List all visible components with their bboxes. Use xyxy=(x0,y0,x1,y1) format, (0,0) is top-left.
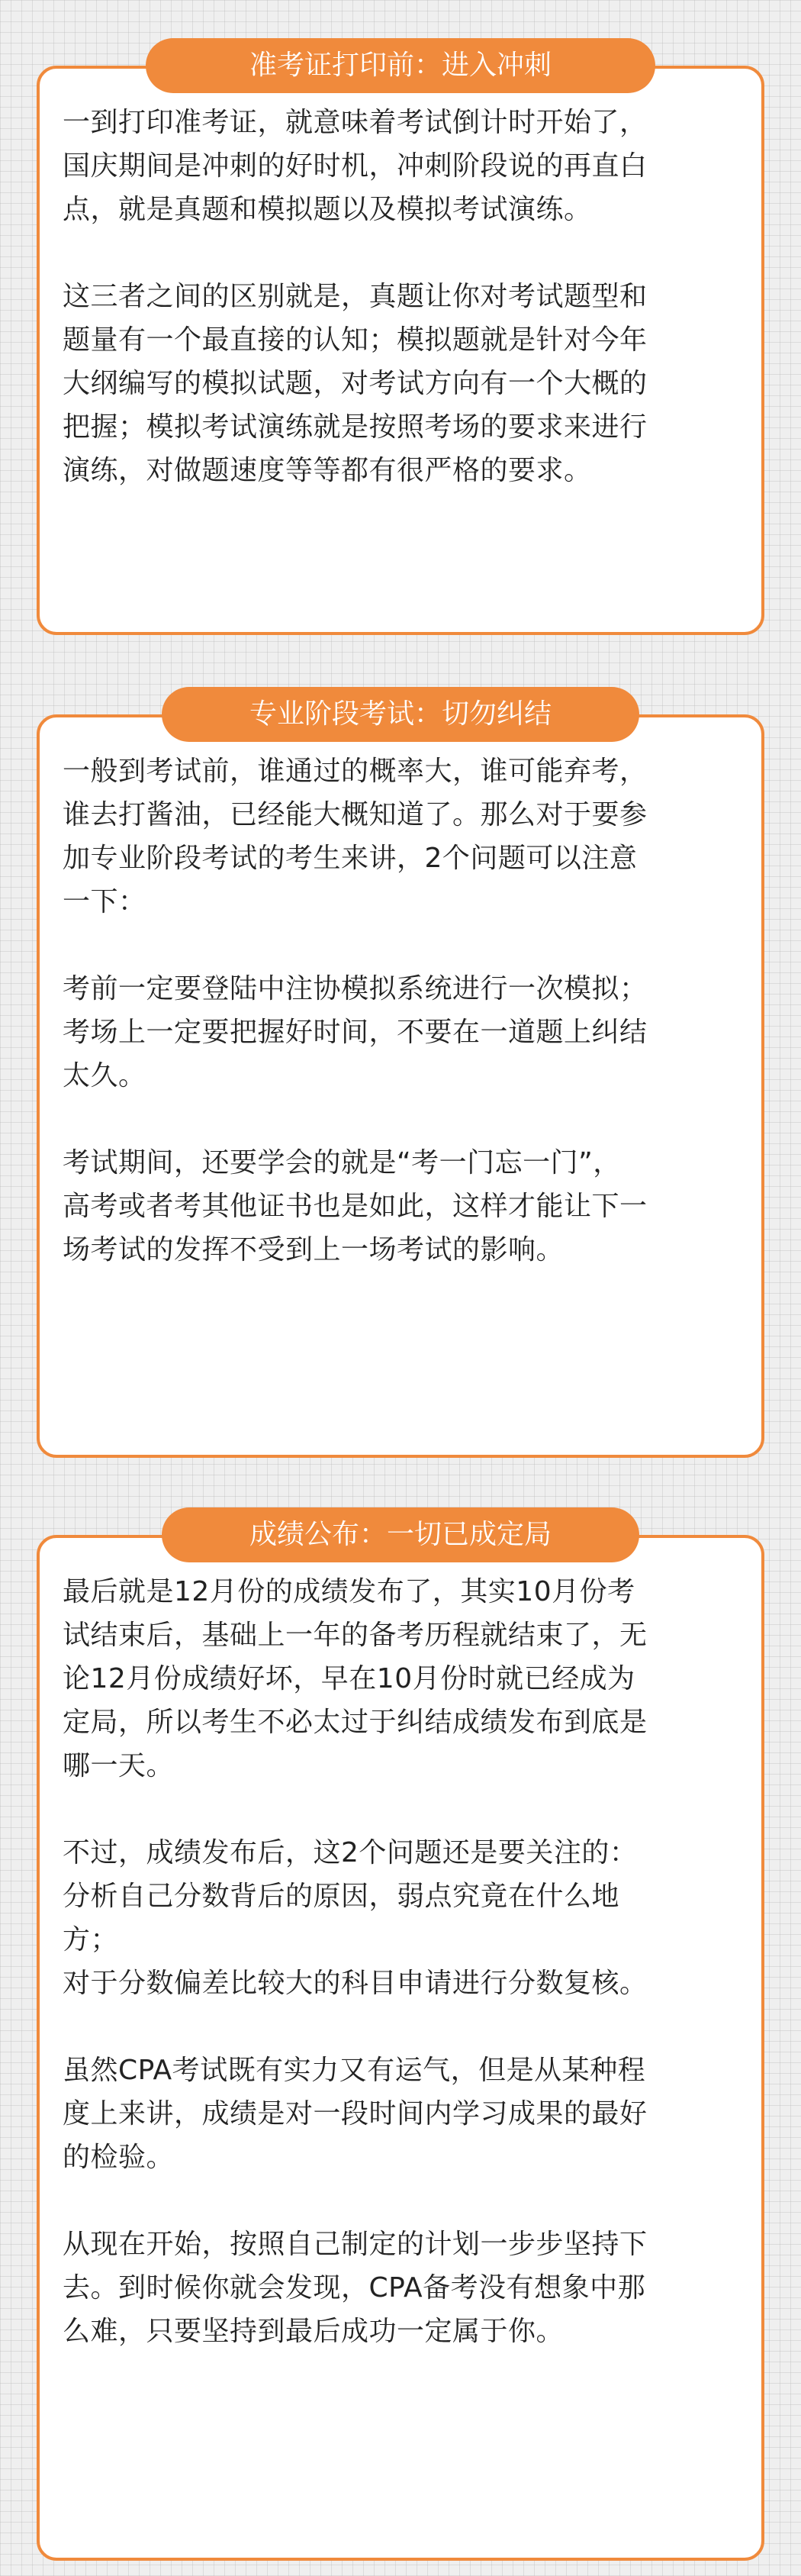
paragraph xyxy=(63,2049,738,2179)
text-line: 一到打印准考证，就意味着考试倒计时开始了， xyxy=(63,107,648,138)
text-line: 论12月份成绩好坏，早在10月份时就已经成为 xyxy=(63,1663,635,1694)
text-line: 题量有一个最直接的认知；模拟题就是针对今年 xyxy=(63,324,648,356)
section-card xyxy=(37,714,764,1458)
paragraph xyxy=(63,2223,738,2353)
text-line: 考场上一定要把握好时间，不要在一道题上纠结 xyxy=(63,1017,648,1048)
section-professional-exam xyxy=(37,687,764,1458)
section-card xyxy=(37,1535,764,2561)
text-line: 度上来讲，成绩是对一段时间内学习成果的最好 xyxy=(63,2098,648,2129)
text-line: 演练，对做题速度等等都有很严格的要求。 xyxy=(63,455,592,486)
text-line: 考前一定要登陆中注协模拟系统进行一次模拟； xyxy=(63,973,648,1004)
paragraph xyxy=(63,275,738,492)
text-line: 去。到时候你就会发现，CPA备考没有想象中那 xyxy=(63,2272,646,2304)
paragraph xyxy=(63,101,738,231)
text-line: 大纲编写的模拟试题，对考试方向有一个大概的 xyxy=(63,368,648,399)
section-title-badge: 成绩公布：一切已成定局 xyxy=(162,1507,639,1562)
text-line: 太久。 xyxy=(63,1060,146,1091)
paragraph xyxy=(63,1831,738,2005)
paragraph xyxy=(63,1141,738,1272)
section-results xyxy=(37,1507,764,2561)
text-line: 最后就是12月份的成绩发布了，其实10月份考 xyxy=(63,1576,635,1607)
section-exam-ticket xyxy=(37,38,764,635)
text-line: 考试期间，还要学会的就是“考一门忘一门”， xyxy=(63,1147,621,1178)
paragraph xyxy=(63,750,738,924)
text-line: 高考或者考其他证书也是如此，这样才能让下一 xyxy=(63,1191,648,1222)
section-card xyxy=(37,66,764,635)
text-line: 这三者之间的区别就是，真题让你对考试题型和 xyxy=(63,281,648,312)
text-line: 不过，成绩发布后，这2个问题还是要关注的： xyxy=(63,1837,638,1868)
text-line: 分析自己分数背后的原因，弱点究竟在什么地 xyxy=(63,1881,620,1912)
text-line: 虽然CPA考试既有实力又有运气，但是从某种程 xyxy=(63,2055,646,2086)
text-line: 对于分数偏差比较大的科目申请进行分数复核。 xyxy=(63,1968,648,1999)
paragraph xyxy=(63,967,738,1098)
text-line: 试结束后，基础上一年的备考历程就结束了，无 xyxy=(63,1620,648,1651)
text-line: 加专业阶段考试的考生来讲，2个问题可以注意 xyxy=(63,843,638,874)
text-line: 点，就是真题和模拟题以及模拟考试演练。 xyxy=(63,194,592,225)
text-line: 从现在开始，按照自己制定的计划一步步坚持下 xyxy=(63,2229,648,2260)
paragraph xyxy=(63,1570,738,1788)
section-title-badge: 专业阶段考试：切勿纠结 xyxy=(162,687,639,742)
text-line: 的检验。 xyxy=(63,2142,175,2173)
text-line: 定局，所以考生不必太过于纠结成绩发布到底是 xyxy=(63,1707,648,1738)
text-line: 一般到考试前，谁通过的概率大，谁可能弃考， xyxy=(63,756,648,787)
text-line: 把握；模拟考试演练就是按照考场的要求来进行 xyxy=(63,411,648,443)
text-line: 国庆期间是冲刺的好时机，冲刺阶段说的再直白 xyxy=(63,150,648,182)
section-title-badge: 准考证打印前：进入冲刺 xyxy=(146,38,655,93)
text-line: 谁去打酱油，已经能大概知道了。那么对于要参 xyxy=(63,799,648,830)
text-line: 么难，只要坚持到最后成功一定属于你。 xyxy=(63,2316,565,2347)
text-line: 哪一天。 xyxy=(63,1750,175,1781)
text-line: 一下： xyxy=(63,886,146,917)
text-line: 方； xyxy=(63,1924,119,1955)
text-line: 场考试的发挥不受到上一场考试的影响。 xyxy=(63,1234,565,1265)
